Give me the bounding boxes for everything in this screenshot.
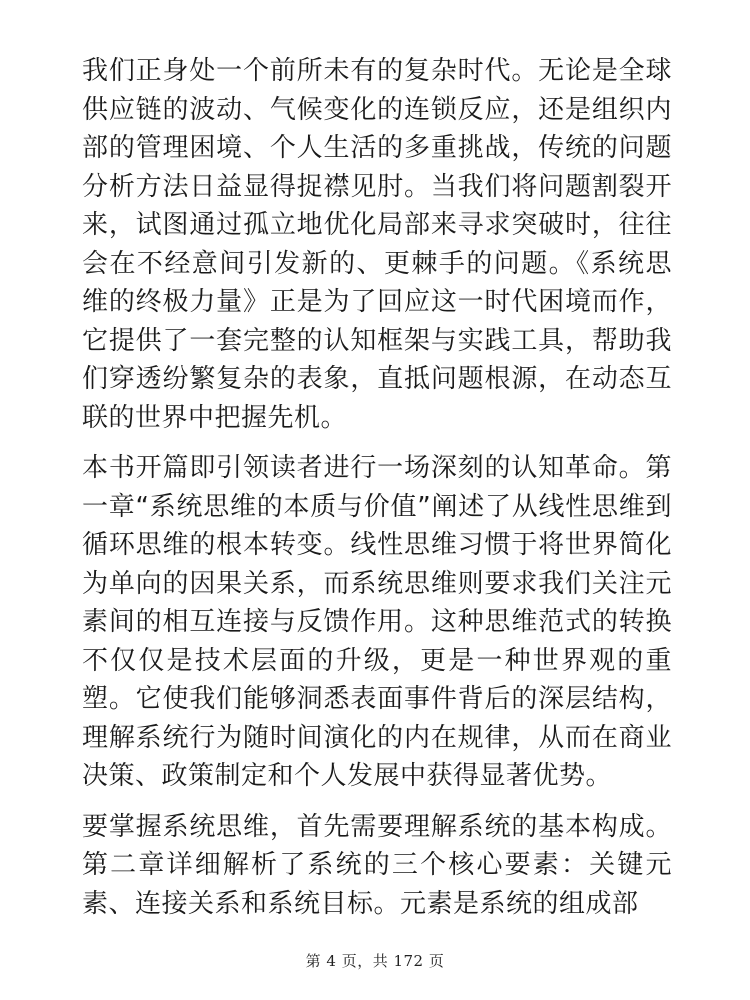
paragraph-2: 本书开篇即引领读者进行一场深刻的认知革命。第一章“系统思维的本质与价值”阐述了从线性思维到循环思维的根本转变。线性思维习惯于将世界简化为单向的因果关系，而系统思维则要求我们关注元素间的相互连接与反馈作用。这种思维范式的转换不仅仅是技术层面的升级，更是一种世界观的重塑。它使我们能够洞悉表面事件背后的深层结构，理解系统行为随时间演化的内在规律，从而在商业决策、政策制定和个人发展中获得显著优势。	[82, 453, 672, 791]
paragraph-3: 要掌握系统思维，首先需要理解系统的基本构成。第二章详细解析了系统的三个核心要素：关键元素、连接关系和系统目标。元素是系统的组成部	[82, 811, 672, 919]
paragraph-1: 我们正身处一个前所未有的复杂时代。无论是全球供应链的波动、气候变化的连锁反应，还是组织内部的管理困境、个人生活的多重挑战，传统的问题分析方法日益显得捉襟见肘。当我们将问题割裂开来，试图通过孤立地优化局部来寻求突破时，往往会在不经意间引发新的、更棘手的问题。《系统思维的终极力量》正是为了回应这一时代困境而作，它提供了一套完整的认知框架与实践工具，帮助我们穿透纷繁复杂的表象，直抵问题根源，在动态互联的世界中把握先机。	[82, 56, 672, 433]
page-number-footer: 第 4 页，共 172 页	[305, 952, 445, 970]
body-text	[82, 52, 672, 935]
